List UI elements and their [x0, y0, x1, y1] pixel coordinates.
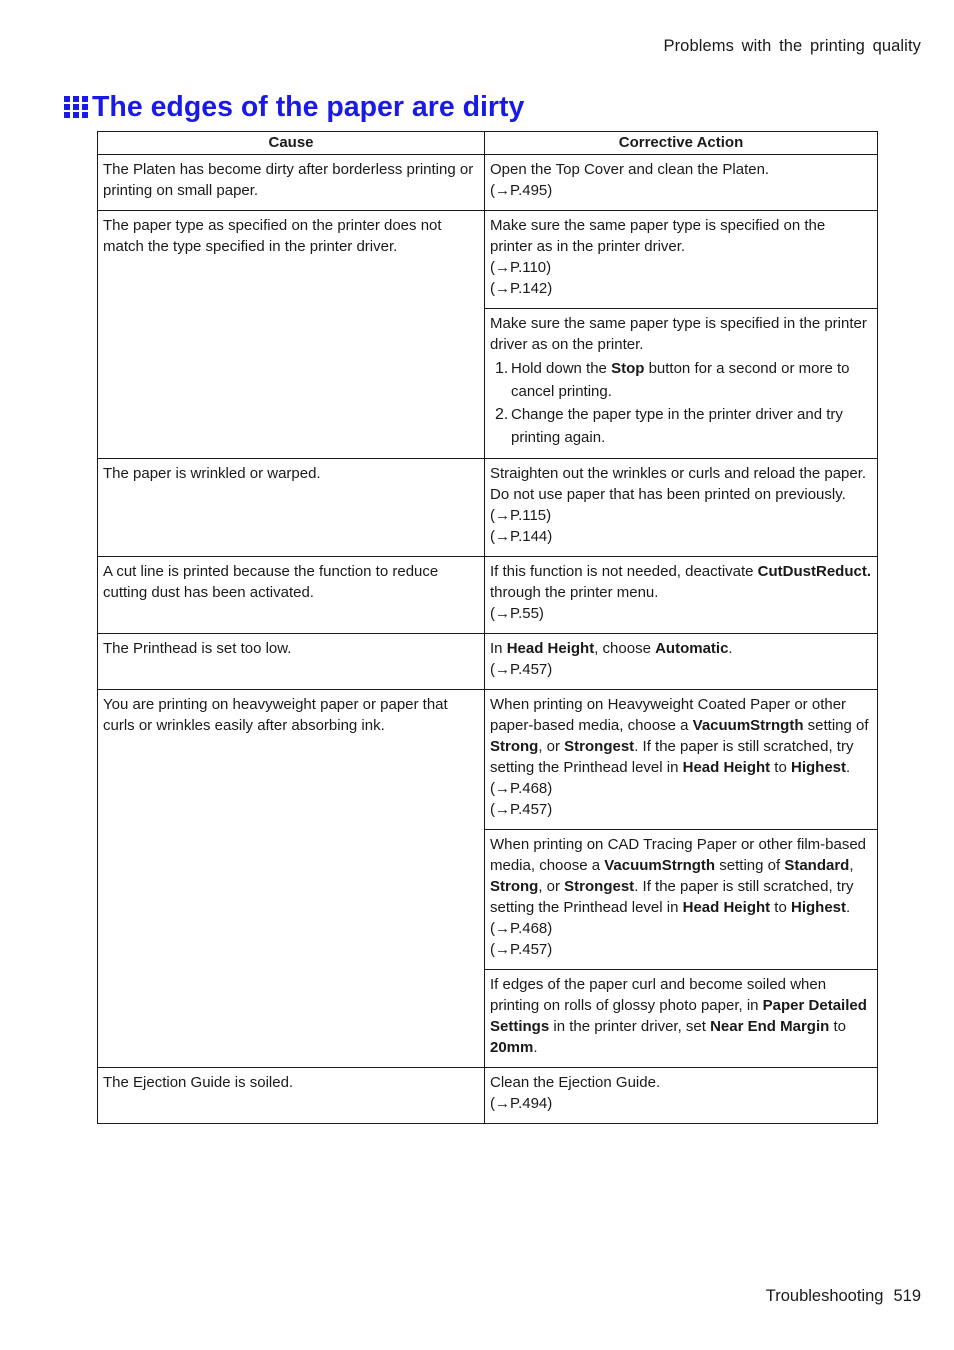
menu-item-label: VacuumStrngth: [604, 857, 716, 874]
cause-cell: The Platen has become dirty after borderless printing or printing on small paper.: [98, 155, 485, 211]
action-text: Make sure the same paper type is specified in the printer driver as on the printer.: [490, 315, 867, 353]
running-footer: [766, 1287, 921, 1306]
action-text: .: [533, 1039, 538, 1056]
column-header-cause: Cause: [98, 132, 485, 155]
table-row: [98, 211, 878, 309]
page-title-text: The edges of the paper are dirty: [92, 91, 525, 123]
cause-cell: You are printing on heavyweight paper or paper that curls or wrinkles easily after absorbing ink.: [98, 690, 485, 1068]
grid-icon: [64, 95, 88, 119]
page-reference: (→P.468): [490, 920, 553, 937]
menu-item-label: Near End Margin: [710, 1018, 830, 1035]
action-text: setting of: [715, 857, 785, 874]
action-text: When printing on Heavyweight Coated Paper or other paper-based media, choose a: [490, 696, 847, 734]
action-text: through the printer menu.: [490, 584, 659, 601]
cause-cell: The paper is wrinkled or warped.: [98, 459, 485, 557]
action-text: .: [846, 899, 851, 916]
page-reference: (→P.457): [490, 661, 553, 678]
page-number: 519: [893, 1287, 921, 1305]
action-text: ,: [849, 857, 854, 874]
table-row: [98, 1068, 878, 1124]
setting-value: Strong: [490, 878, 539, 895]
page-reference: (→P.494): [490, 1095, 553, 1112]
page-reference: (→P.115): [490, 507, 552, 524]
setting-value: Strongest: [564, 738, 635, 755]
action-text: . If the paper is still scratched, try setting the Printhead level in: [490, 738, 854, 776]
action-cell: [485, 830, 878, 970]
action-text: , choose: [594, 640, 656, 657]
setting-value: Highest: [791, 899, 847, 916]
action-cell: [485, 557, 878, 634]
footer-chapter: Troubleshooting: [765, 1287, 884, 1305]
step-text: Change the paper type in the printer driver and try printing again.: [511, 406, 843, 446]
menu-item-label: Paper Detailed Settings: [490, 997, 867, 1035]
table-row: [98, 459, 878, 557]
action-cell: [485, 690, 878, 830]
action-text: to: [829, 1018, 846, 1035]
action-text: When printing on CAD Tracing Paper or other film-based media, choose a: [490, 836, 867, 874]
action-text: If this function is not needed, deactivate: [490, 563, 758, 580]
page-reference: (→P.110): [490, 259, 552, 276]
action-text: to: [770, 899, 791, 916]
step-text: button for a second or more to cancel printing.: [511, 360, 850, 400]
action-cell: [485, 459, 878, 557]
setting-value: Strongest: [564, 878, 635, 895]
column-header-action: Corrective Action: [485, 132, 878, 155]
setting-value: 20mm: [490, 1039, 534, 1056]
cause-cell: The Printhead is set too low.: [98, 634, 485, 690]
step-number: 1.: [495, 360, 509, 377]
table-row: [98, 634, 878, 690]
action-text: , or: [538, 878, 565, 895]
action-cell: [485, 155, 878, 211]
step-list: [490, 357, 871, 449]
table-row: [98, 155, 878, 211]
table-row: [98, 557, 878, 634]
setting-value: Standard: [784, 857, 850, 874]
troubleshooting-table: [97, 131, 878, 1124]
page-title: [64, 89, 524, 125]
page-reference: (→P.144): [490, 528, 553, 545]
list-item: [490, 403, 871, 449]
stop-button-label: Stop: [611, 360, 645, 377]
cause-cell: The Ejection Guide is soiled.: [98, 1068, 485, 1124]
page-reference: (→P.142): [490, 280, 553, 297]
cause-cell: A cut line is printed because the function to reduce cutting dust has been activated.: [98, 557, 485, 634]
action-cell: [485, 970, 878, 1068]
action-text: , or: [538, 738, 565, 755]
page-reference: (→P.457): [490, 801, 553, 818]
action-cell: [485, 309, 878, 459]
action-text: setting of: [803, 717, 869, 734]
page-reference: (→P.55): [490, 605, 544, 622]
action-cell: [485, 1068, 878, 1124]
page-reference: (→P.468): [490, 780, 553, 797]
menu-item-label: VacuumStrngth: [692, 717, 804, 734]
action-text: .: [728, 640, 733, 657]
action-cell: [485, 211, 878, 309]
table-row: [98, 690, 878, 830]
setting-value: Automatic: [655, 640, 729, 657]
list-item: [490, 357, 871, 403]
page-reference: (→P.495): [490, 182, 553, 199]
action-text: Clean the Ejection Guide.: [490, 1074, 661, 1091]
action-text: Make sure the same paper type is specified on the printer as in the printer driver.: [490, 217, 826, 255]
action-text: . If the paper is still scratched, try setting the Printhead level in: [490, 878, 854, 916]
menu-item-label: Head Height: [682, 899, 771, 916]
step-text: Hold down the: [511, 360, 612, 377]
action-cell: [485, 634, 878, 690]
action-text: In: [490, 640, 507, 657]
action-text: to: [770, 759, 791, 776]
setting-value: Highest: [791, 759, 847, 776]
table-header-row: [98, 132, 878, 155]
action-text: Straighten out the wrinkles or curls and reload the paper. Do not use paper that has been printed on previously.: [490, 465, 867, 503]
running-header: Problems with the printing quality: [663, 37, 921, 55]
action-text: in the printer driver, set: [549, 1018, 711, 1035]
menu-item-label: Head Height: [506, 640, 595, 657]
action-text: .: [846, 759, 851, 776]
action-text: If edges of the paper curl and become soiled when printing on rolls of glossy photo paper, in: [490, 976, 827, 1014]
setting-value: Strong: [490, 738, 539, 755]
page-reference: (→P.457): [490, 941, 553, 958]
action-text: Open the Top Cover and clean the Platen.: [490, 161, 770, 178]
cause-cell: The paper type as specified on the printer does not match the type specified in the printer driver.: [98, 211, 485, 459]
menu-item-label: Head Height: [682, 759, 771, 776]
step-number: 2.: [495, 406, 509, 423]
menu-item-label: CutDustReduct.: [757, 563, 871, 580]
